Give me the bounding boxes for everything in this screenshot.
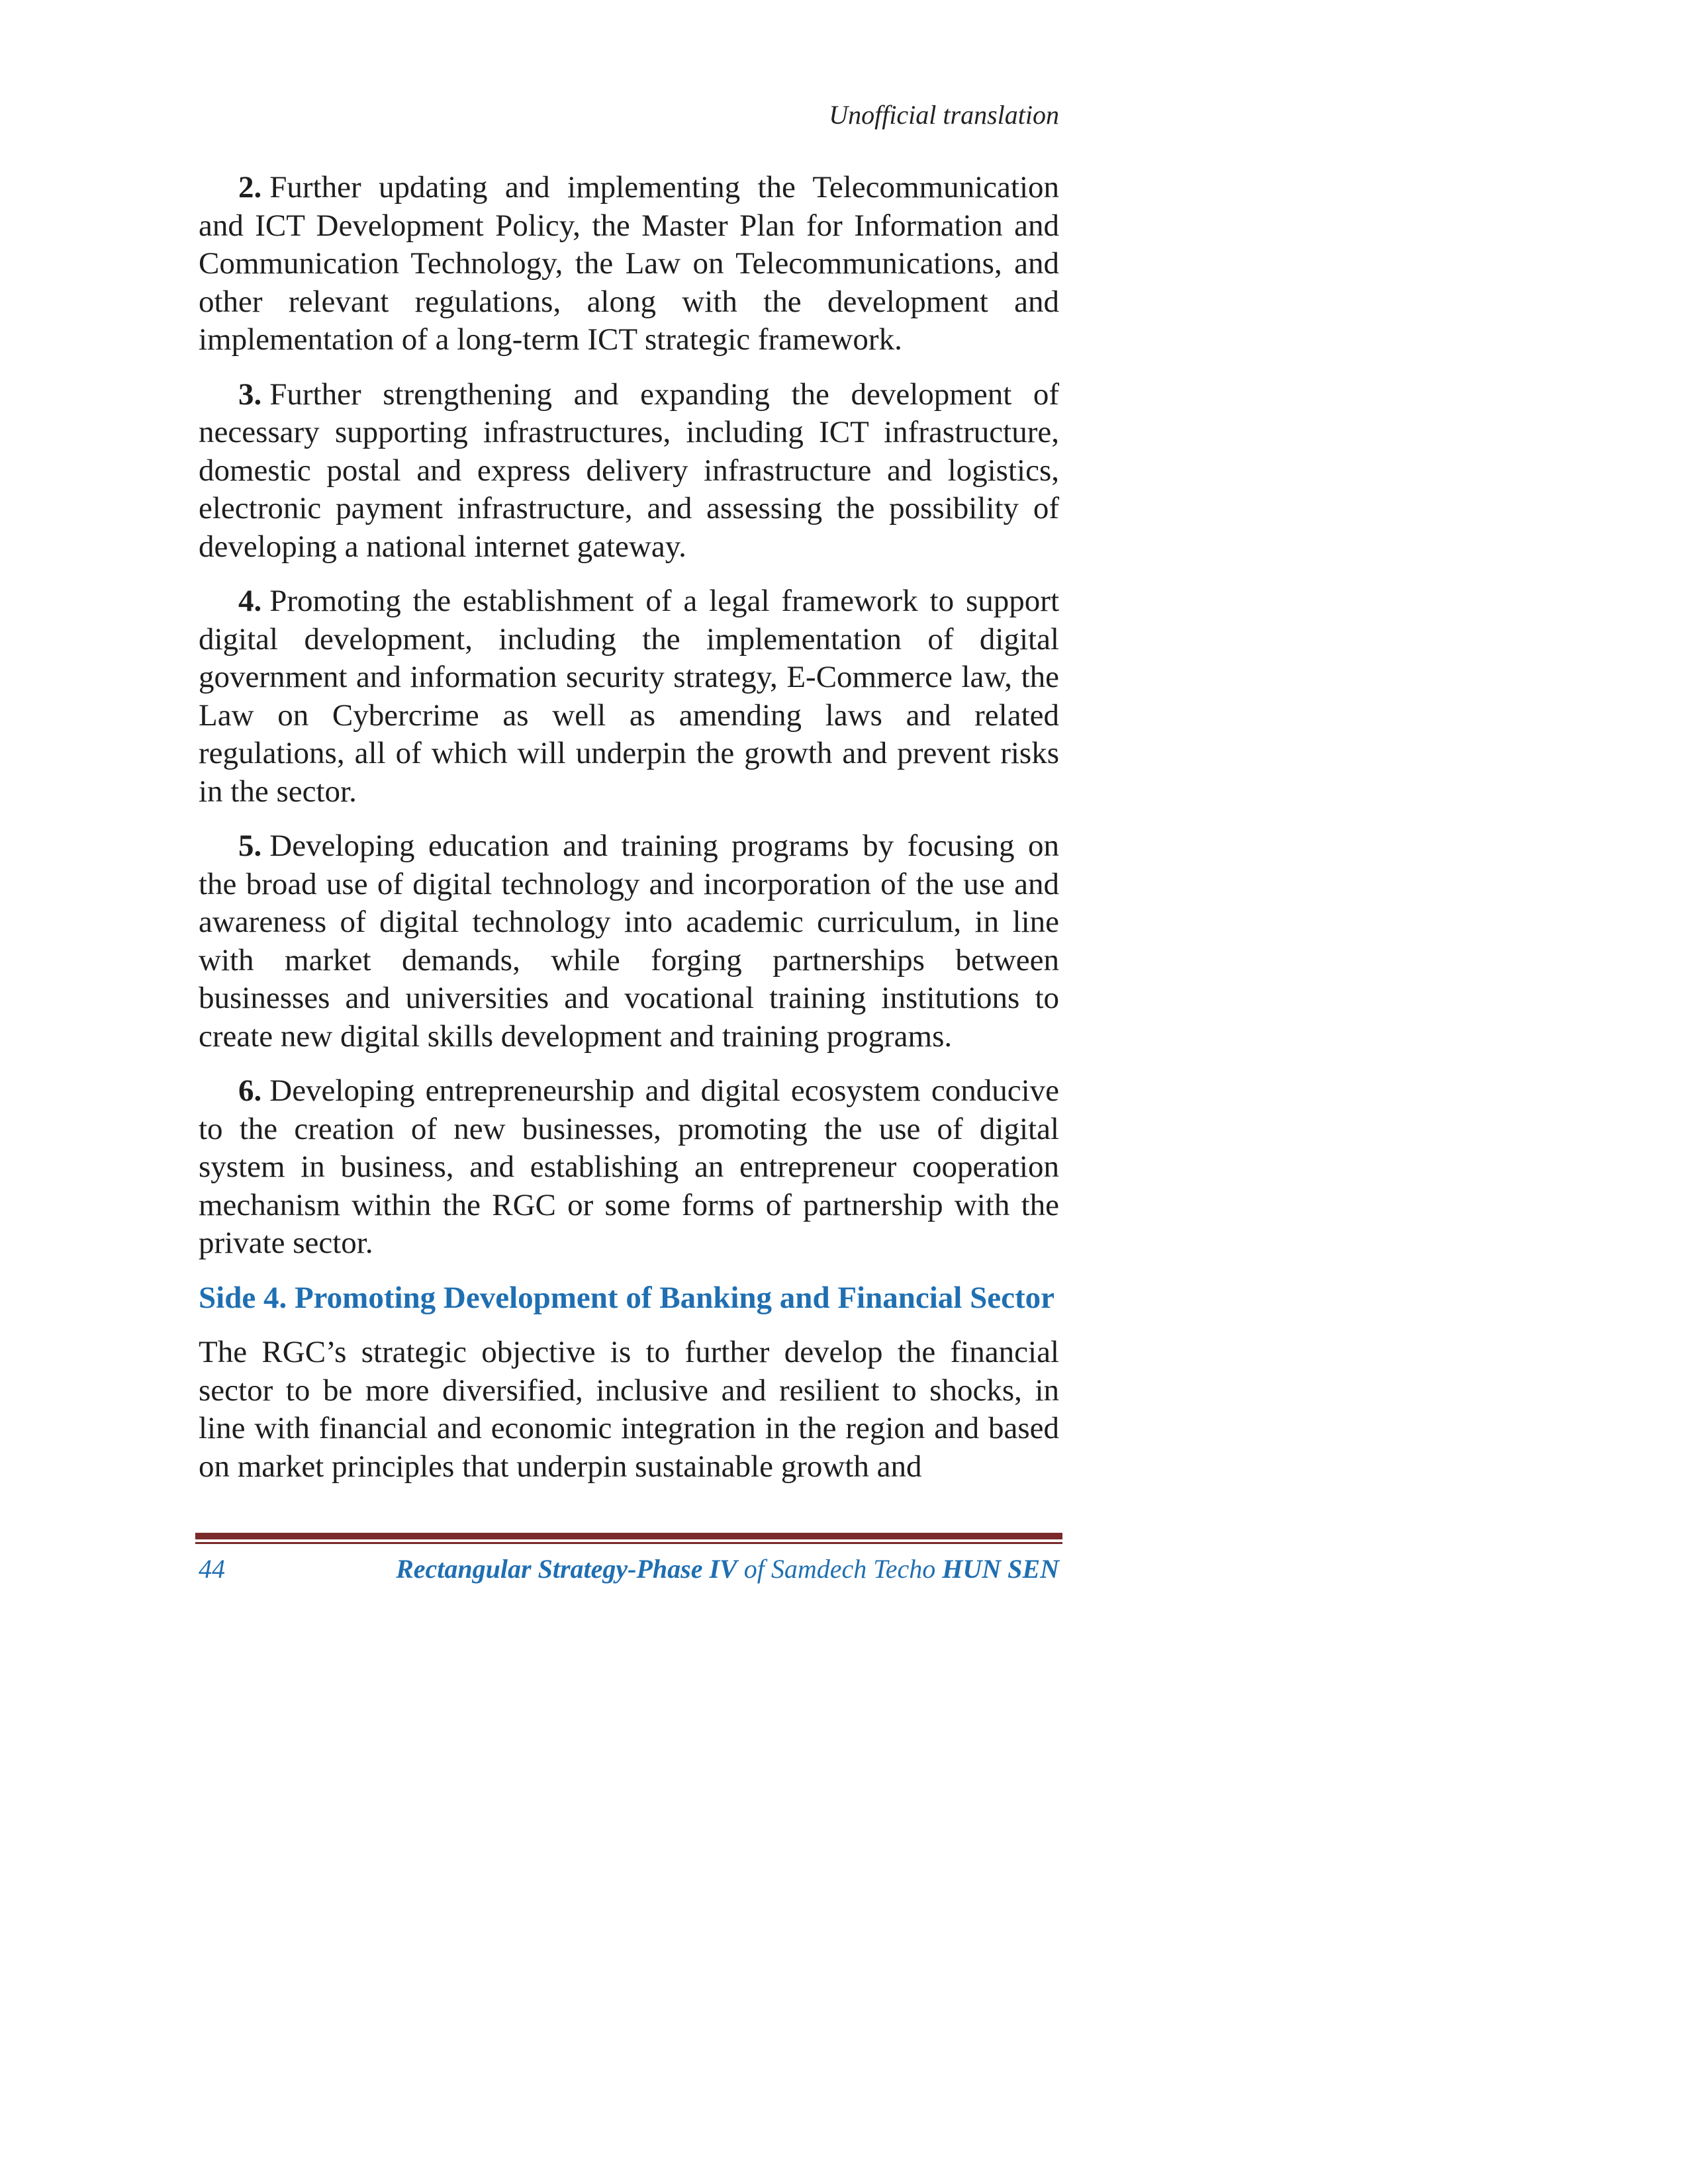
paragraph-number: 5.	[238, 829, 262, 863]
page-number: 44	[199, 1554, 225, 1584]
footer-divider-thin	[195, 1542, 1062, 1544]
numbered-paragraph-2	[199, 169, 1059, 359]
footer-title-strategy: Rectangular Strategy-Phase IV	[396, 1554, 737, 1584]
paragraph-text: Promoting the establishment of a legal framework to support digital development, including the implementation of digital government and information security strategy, E-Commerce law, the Law on Cybercrime as well as amending laws and related regulations, all of which will underpin the growth and prevent risks in the sector.	[199, 584, 1059, 809]
paragraph-number: 4.	[238, 584, 262, 618]
numbered-paragraph-4	[199, 582, 1059, 811]
footer-title-name: HUN SEN	[942, 1554, 1059, 1584]
numbered-paragraph-5	[199, 827, 1059, 1056]
numbered-paragraph-3	[199, 376, 1059, 567]
running-header: Unofficial translation	[829, 100, 1059, 130]
paragraph-text: Further strengthening and expanding the development of necessary supporting infrastructures, including ICT infrastructure, domestic postal and express delivery infrastructure and logistics, electronic payment infrastructure, and assessing the possibility of developing a national internet gateway.	[199, 377, 1059, 564]
page-footer	[199, 1553, 1059, 1586]
numbered-paragraph-6	[199, 1072, 1059, 1263]
paragraph-number: 6.	[238, 1073, 262, 1108]
section-heading: Side 4. Promoting Development of Banking and Financial Sector	[199, 1280, 1055, 1315]
paragraph-text: Developing entrepreneurship and digital ecosystem conducive to the creation of new businesses, promoting the use of digital system in business, and establishing an entrepreneur cooperation mechanism within the RGC or some forms of partnership with the private sector.	[199, 1073, 1059, 1260]
section-paragraph: The RGC’s strategic objective is to further develop the financial sector to be more diversified, inclusive and resilient to shocks, in line with financial and economic integration in the region and based on market principles that underpin sustainable growth and	[199, 1335, 1059, 1484]
footer-title-middle: of Samdech Techo	[743, 1554, 936, 1584]
paragraph-text: Developing education and training programs by focusing on the broad use of digital technology and incorporation of the use and awareness of digital technology into academic curriculum, in line with market demands, while forging partnerships between businesses and universities and vocational training institutions to create new digital skills development and training programs.	[199, 829, 1059, 1054]
body-text	[199, 169, 1059, 1502]
document-page	[199, 0, 1059, 2184]
footer-divider	[195, 1533, 1062, 1546]
paragraph-number: 2.	[238, 170, 262, 205]
paragraph-text: Further updating and implementing the Telecommunication and ICT Development Policy, the Master Plan for Information and Communication Technology, the Law on Telecommunications, and other relevant regulations, along with the development and implementation of a long-term ICT strategic framework.	[199, 170, 1059, 357]
footer-title	[396, 1553, 1059, 1586]
footer-divider-thick	[195, 1533, 1062, 1539]
paragraph-number: 3.	[238, 377, 262, 412]
